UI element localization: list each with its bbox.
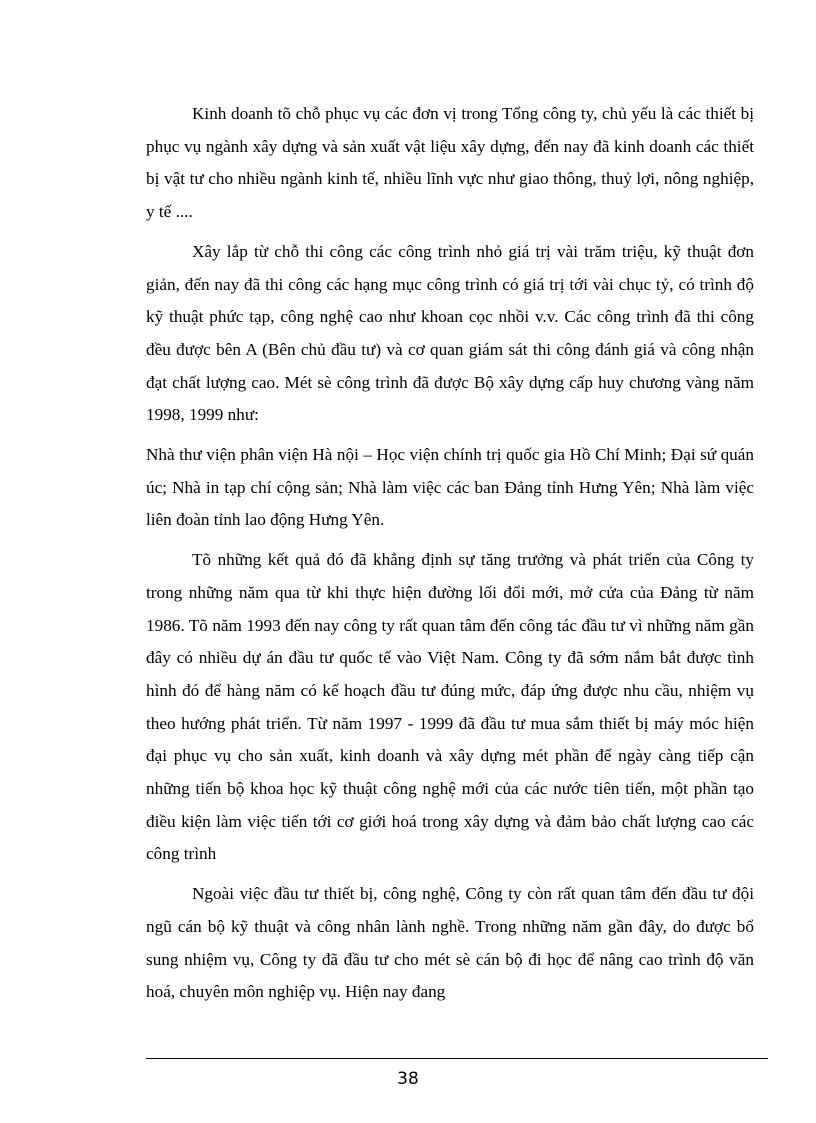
paragraph-project-list: Nhà thư viện phân viện Hà nội – Học viện chính trị quốc gia Hồ Chí Minh; Đại sứ quán úc; Nhà in tạp chí cộng sản; Nhà làm việc các ban Đảng tỉnh Hưng Yên; Nhà làm việc liên đoàn tỉnh lao động Hưng Yên.: [146, 445, 754, 530]
paragraph-investment: Tõ những kết quả đó đã khẳng định sự tăng trưởng và phát triển của Công ty trong những năm qua từ khi thực hiện đường lối đổi mới, mở cửa của Đảng từ năm 1986. Tõ năm 1993 đến nay công ty rất quan tâm đến công tác đầu tư vì những năm gần đây có nhiều dự án đầu tư quốc tế vào Việt Nam. Công ty đã sớm nắm bắt được tình hình đó để hàng năm có kế hoạch đầu tư đúng mức, đáp ứng được nhu cầu, nhiệm vụ theo hướng phát triển. Từ năm 1997 - 1999 đã đầu tư mua sắm thiết bị máy móc hiện đại phục vụ cho sản xuất, kinh doanh và xây dựng mét phần để ngày càng tiếp cận những tiến bộ khoa học kỹ thuật công nghệ mới của các nước tiên tiến, một phần tạo điều kiện làm việc tiến tới cơ giới hoá trong xây dựng và đảm bảo chất lượng cao các công trình: [146, 550, 754, 864]
paragraph-human-resources: Ngoài việc đầu tư thiết bị, công nghệ, Công ty còn rất quan tâm đến đầu tư đội ngũ cán bộ kỹ thuật và công nhân lành nghề. Trong những năm gần đây, do được bổ sung nhiệm vụ, Công ty đã đầu tư cho mét sè cán bộ đi học để nâng cao trình độ văn hoá, chuyên môn nghiệp vụ. Hiện nay đang: [146, 884, 754, 1002]
paragraph-construction: Xây lắp từ chỗ thi công các công trình nhỏ giá trị vài trăm triệu, kỹ thuật đơn giản, đến nay đã thi công các hạng mục công trình có giá trị tới vài chục tỷ, có trình độ kỹ thuật phức tạp, công nghệ cao như khoan cọc nhồi v.v. Các công trình đã thi công đều được bên A (Bên chủ đầu tư) và cơ quan giám sát thi công đánh giá và công nhận đạt chất lượng cao. Mét sè công trình đã được Bộ xây dựng cấp huy chương vàng năm 1998, 1999 như:: [146, 241, 754, 425]
body-text: [146, 98, 754, 1009]
paragraph-trading: Kinh doanh tõ chỗ phục vụ các đơn vị trong Tổng công ty, chủ yếu là các thiết bị phục vụ ngành xây dựng và sản xuất vật liệu xây dựng, đến nay đã kinh doanh các thiết bị vật tư cho nhiều ngành kinh tế, nhiều lĩnh vực như giao thông, thuỷ lợi, nông nghiệp, y tế ....: [146, 104, 754, 222]
page-number: 38: [397, 1069, 419, 1089]
footer-divider: [146, 1058, 768, 1059]
